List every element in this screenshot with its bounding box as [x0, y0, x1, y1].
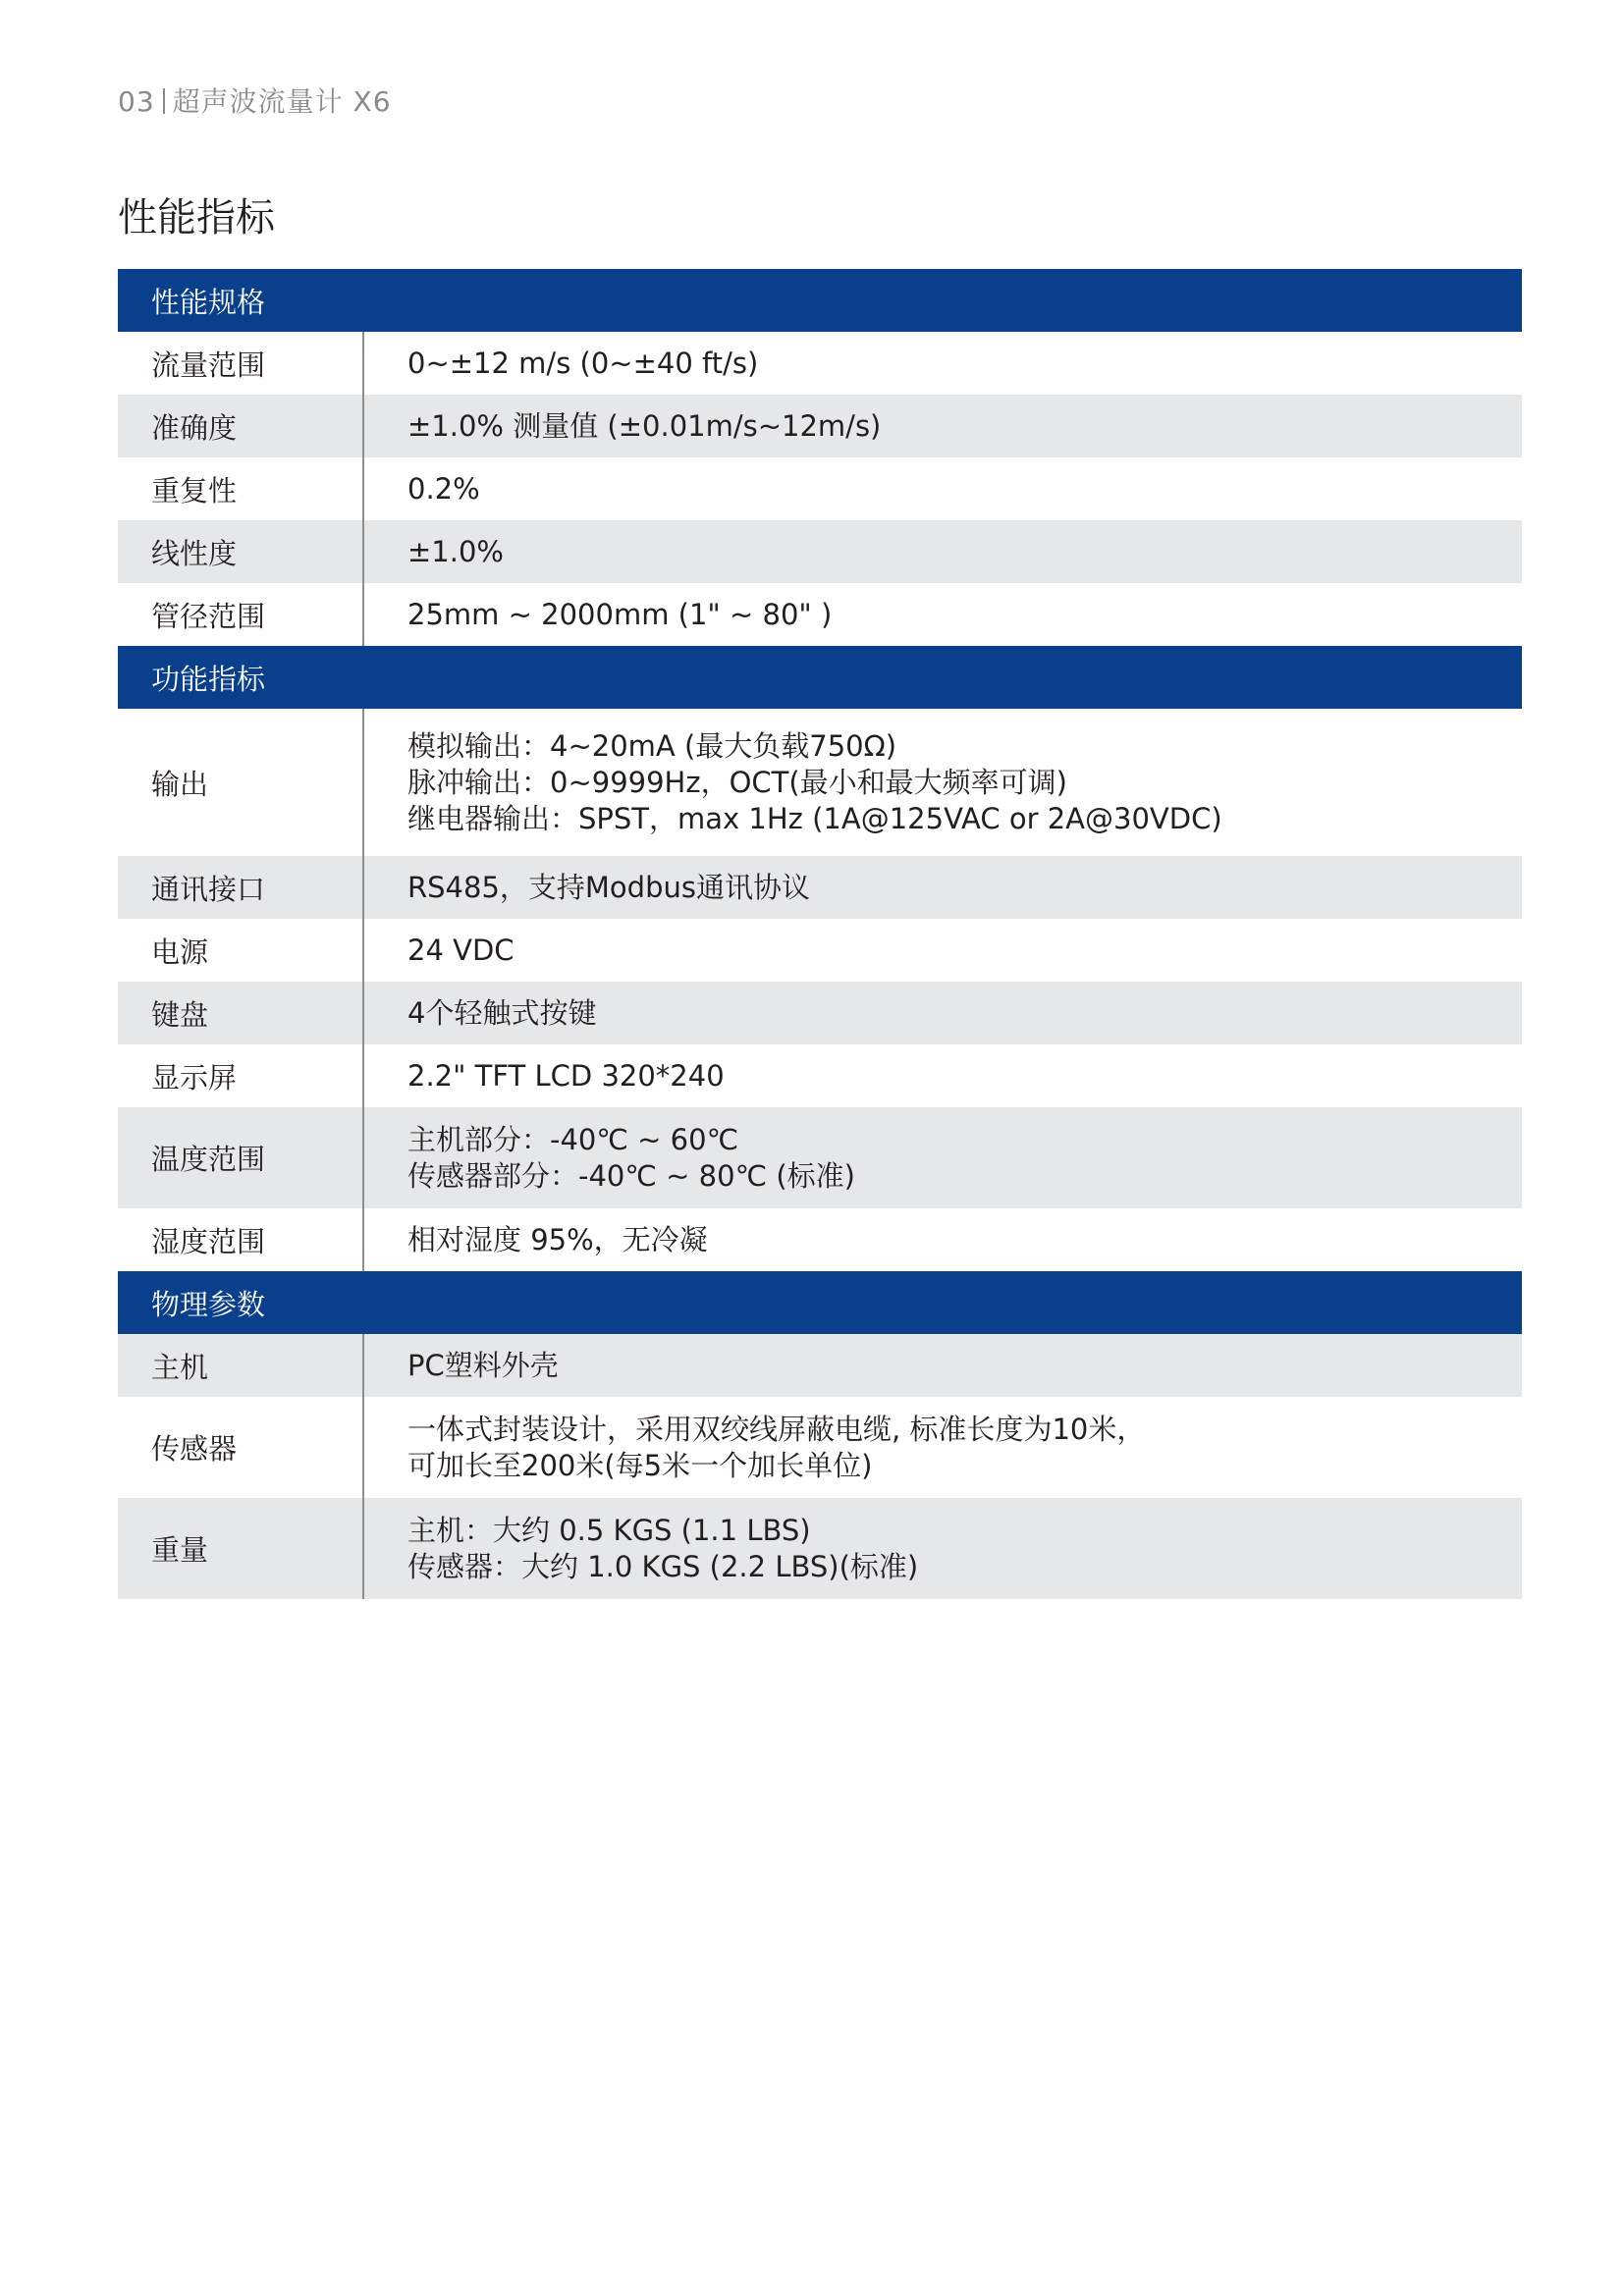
table-row	[118, 982, 1522, 1044]
row-value: 一体式封装设计，采用双绞线屏蔽电缆, 标准长度为10米， 可加长至200米(每5米一个加长单位)	[407, 1412, 1146, 1482]
row-value: PC塑料外壳	[407, 1348, 559, 1382]
table-row	[118, 856, 1522, 919]
row-label: 管径范围	[118, 583, 364, 646]
section-header-performance: 性能规格	[118, 269, 1522, 332]
row-value: ±1.0% 测量值 (±0.01m/s~12m/s)	[407, 408, 882, 443]
row-label: 主机	[118, 1334, 364, 1397]
row-label: 输出	[118, 709, 364, 856]
row-value: 相对湿度 95%，无冷凝	[407, 1222, 708, 1256]
table-row	[118, 1498, 1522, 1599]
row-label: 显示屏	[118, 1044, 364, 1107]
row-value: 主机：大约 0.5 KGS (1.1 LBS) 传感器：大约 1.0 KGS (2.2 LBS)(标准)	[407, 1513, 919, 1583]
row-label: 键盘	[118, 982, 364, 1044]
table-row	[118, 1334, 1522, 1397]
page-title: 性能指标	[118, 195, 275, 240]
table-row	[118, 1208, 1522, 1271]
row-label: 通讯接口	[118, 856, 364, 919]
section-header-function: 功能指标	[118, 646, 1522, 709]
row-value: 0~±12 m/s (0~±40 ft/s)	[407, 346, 759, 380]
spec-table	[118, 269, 1522, 1599]
row-label: 准确度	[118, 395, 364, 457]
row-value: 2.2" TFT LCD 320*240	[407, 1058, 725, 1093]
page-number: 03	[118, 85, 155, 118]
row-value: 模拟输出：4~20mA (最大负载750Ω) 脉冲输出：0~9999Hz，OCT(最小和最大频率可调) 继电器输出：SPST，max 1Hz (1A@125VAC or 2A@30VDC)	[407, 728, 1222, 835]
table-row	[118, 1397, 1522, 1498]
row-value: 0.2%	[407, 471, 480, 506]
table-row	[118, 332, 1522, 395]
table-row	[118, 395, 1522, 457]
row-value: ±1.0%	[407, 534, 504, 568]
row-label: 重复性	[118, 457, 364, 520]
row-value: RS485，支持Modbus通讯协议	[407, 870, 810, 904]
row-label: 传感器	[118, 1397, 364, 1498]
table-row	[118, 583, 1522, 646]
header-separator	[163, 88, 165, 114]
row-label: 重量	[118, 1498, 364, 1599]
table-row	[118, 457, 1522, 520]
page-header	[118, 80, 392, 120]
table-row	[118, 1044, 1522, 1107]
row-label: 温度范围	[118, 1107, 364, 1208]
row-label: 电源	[118, 919, 364, 982]
table-row	[118, 1107, 1522, 1208]
row-value: 主机部分：-40℃ ~ 60℃ 传感器部分：-40℃ ~ 80℃ (标准)	[407, 1122, 855, 1193]
product-name: 超声波流量计 X6	[172, 85, 392, 118]
table-row	[118, 520, 1522, 583]
row-label: 流量范围	[118, 332, 364, 395]
row-label: 湿度范围	[118, 1208, 364, 1271]
row-label: 线性度	[118, 520, 364, 583]
row-value: 24 VDC	[407, 933, 514, 967]
table-row	[118, 919, 1522, 982]
row-value: 25mm ~ 2000mm (1" ~ 80" )	[407, 597, 833, 631]
section-header-physical: 物理参数	[118, 1271, 1522, 1334]
row-value: 4个轻触式按键	[407, 995, 597, 1030]
table-row	[118, 709, 1522, 856]
